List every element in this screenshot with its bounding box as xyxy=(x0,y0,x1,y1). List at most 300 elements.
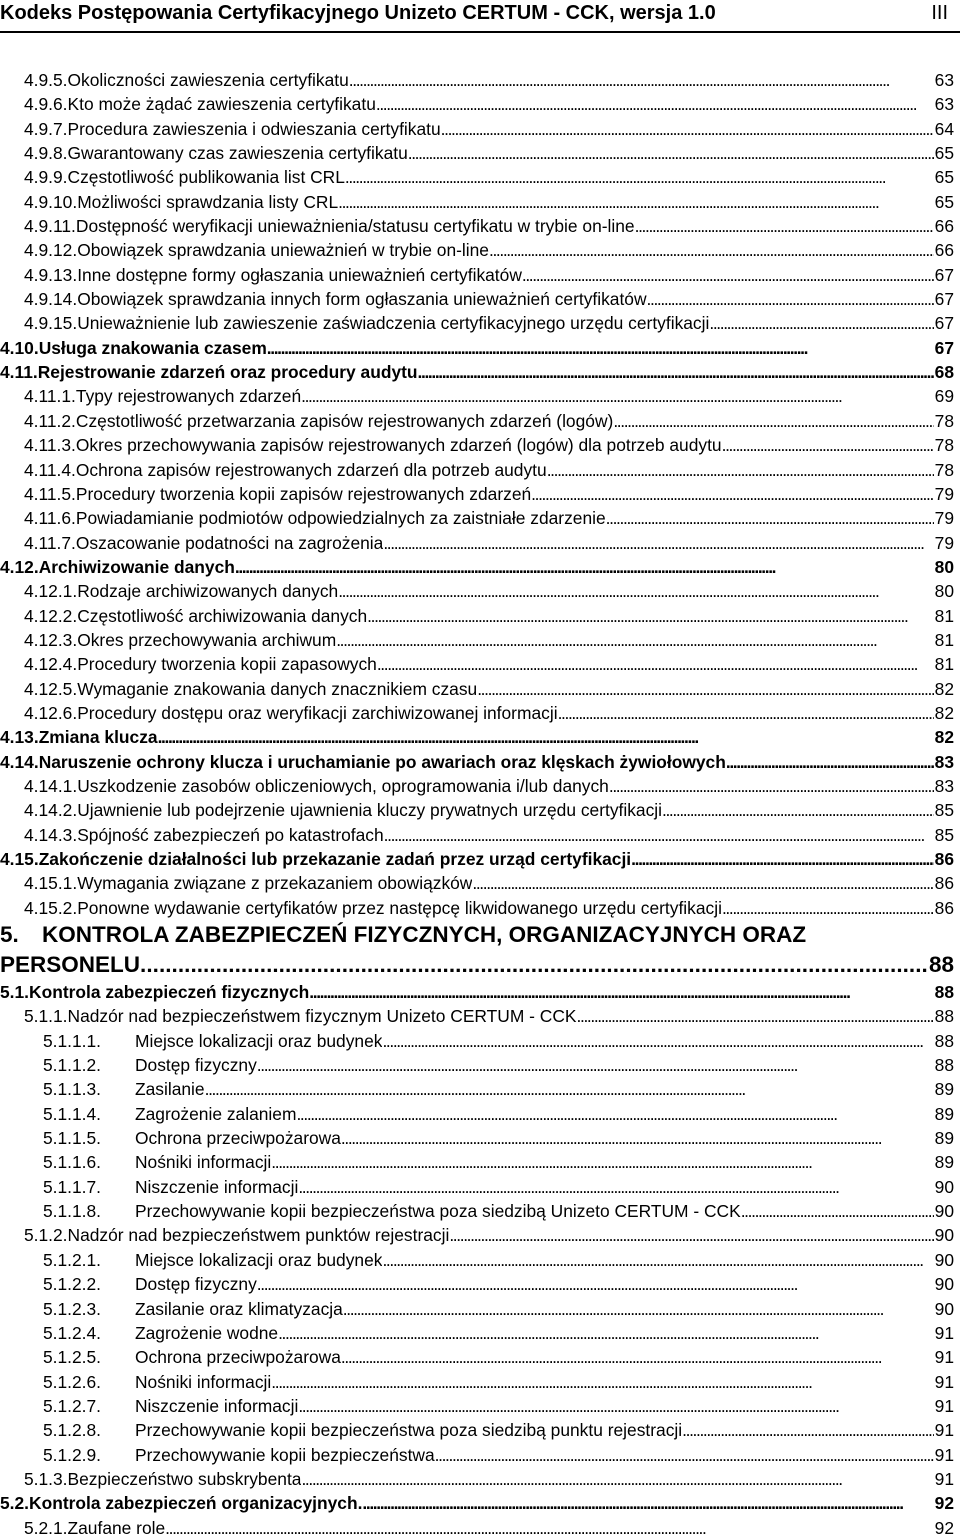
toc-dot-leader xyxy=(278,1321,934,1345)
toc-dot-leader xyxy=(298,1175,933,1199)
toc-entry-number: 5.1.2.2. xyxy=(43,1274,102,1295)
toc-entry[interactable] xyxy=(0,1321,954,1345)
toc-entry[interactable] xyxy=(0,531,954,555)
toc-entry[interactable] xyxy=(0,238,954,262)
toc-page-number: 85 xyxy=(934,824,954,845)
toc-dot-leader xyxy=(384,823,934,847)
toc-entry-number: 5.1.2.6. xyxy=(43,1371,102,1392)
toc-entry-title: Powiadamianie podmiotów odpowiedzialnych za zaistniałe zdarzenie xyxy=(75,508,606,529)
toc-dot-leader xyxy=(205,1077,934,1101)
toc-page-number: 82 xyxy=(934,727,954,748)
toc-entry-number: 4.11.1. xyxy=(24,386,76,407)
toc-dot-leader xyxy=(647,287,934,311)
toc-page-number: 90 xyxy=(934,1274,954,1295)
toc-dot-leader xyxy=(709,311,933,335)
toc-dot-leader xyxy=(408,141,934,165)
toc-dot-leader xyxy=(376,92,934,116)
toc-entry-title: Przechowywanie kopii bezpieczeństwa poza siedzibą punktu rejestracji xyxy=(135,1420,683,1441)
toc-entry-title: Przechowywanie kopii bezpieczeństwa xyxy=(135,1444,435,1465)
toc-entry[interactable] xyxy=(0,360,954,384)
toc-entry[interactable] xyxy=(0,68,954,92)
toc-page-number: 91 xyxy=(934,1347,954,1368)
toc-entry-number: 4.12.5. xyxy=(24,678,78,699)
toc-page-number: 88 xyxy=(934,1055,954,1076)
toc-page-number: 82 xyxy=(934,702,954,723)
toc-entry[interactable] xyxy=(0,725,954,749)
toc-entry[interactable] xyxy=(0,823,954,847)
toc-dot-leader xyxy=(441,117,934,141)
toc-dot-leader xyxy=(577,1004,934,1028)
toc-entry-title: Archiwizowanie danych xyxy=(38,556,235,577)
toc-page-number: 63 xyxy=(934,94,954,115)
page-number: III xyxy=(931,2,948,24)
toc-dot-leader xyxy=(489,238,934,262)
toc-entry-title: Nadzór nad bezpieczeństwem punktów rejestracji xyxy=(67,1225,450,1246)
toc-page-number: 91 xyxy=(934,1395,954,1416)
toc-entry-number: 4.11.5. xyxy=(24,483,76,504)
toc-dot-leader xyxy=(257,1272,934,1296)
toc-entry-title: Typy rejestrowanych zdarzeń xyxy=(75,386,302,407)
toc-entry-number: 5.1.1.8. xyxy=(43,1201,102,1222)
toc-dot-leader xyxy=(338,190,934,214)
toc-page-number: 86 xyxy=(934,873,954,894)
toc-entry-number: 5.1.1.7. xyxy=(43,1176,102,1197)
toc-entry-title: Możliwości sprawdzania listy CRL xyxy=(77,191,339,212)
toc-entry-number: 5.1.2. xyxy=(24,1225,68,1246)
toc-entry[interactable] xyxy=(0,628,954,652)
toc-page-number: 89 xyxy=(934,1128,954,1149)
toc-entry-number: 4.11. xyxy=(0,362,38,383)
toc-entry-number: 5.1.3. xyxy=(24,1468,68,1489)
toc-dot-leader xyxy=(343,1297,934,1321)
toc-entry-title: Okoliczności zawieszenia certyfikatu xyxy=(67,70,349,90)
toc-entry[interactable] xyxy=(0,798,954,822)
toc-dot-leader xyxy=(140,950,928,980)
toc-entry-title: Procedura zawieszenia i odwieszania certyfikatu xyxy=(67,118,441,139)
toc-dot-leader xyxy=(741,1199,934,1223)
toc-entry-number: 5.1.1.3. xyxy=(43,1079,102,1100)
toc-entry-title: Dostęp fizyczny xyxy=(135,1055,257,1076)
toc-entry-number: 4.11.3. xyxy=(24,435,76,456)
toc-entry[interactable] xyxy=(0,117,954,141)
toc-page-number: 88 xyxy=(934,982,954,1003)
toc-entry-title: Zagrożenie zalaniem xyxy=(135,1103,297,1124)
toc-dot-leader xyxy=(336,628,933,652)
toc-page-number: 86 xyxy=(934,897,954,918)
toc-dot-leader xyxy=(257,1053,934,1077)
toc-dot-leader xyxy=(296,1102,933,1126)
toc-dot-leader xyxy=(271,1370,933,1394)
toc-page-number: 83 xyxy=(934,775,954,796)
toc-entry[interactable] xyxy=(0,165,954,189)
toc-entry-number: 4.12.4. xyxy=(24,654,78,675)
toc-entry-title: Zmiana klucza xyxy=(38,727,158,748)
toc-dot-leader xyxy=(435,1443,934,1467)
toc-entry[interactable] xyxy=(0,701,954,725)
toc-page-number: 68 xyxy=(934,362,954,383)
toc-dot-leader xyxy=(726,750,934,774)
toc-dot-leader xyxy=(345,165,934,189)
toc-entry-number: 5. xyxy=(0,922,19,948)
toc-entry[interactable] xyxy=(0,871,954,895)
toc-entry-number: 5.2.1. xyxy=(24,1517,68,1538)
toc-entry-title: Okres przechowywania zapisów rejestrowanych zdarzeń (logów) dla potrzeb audytu xyxy=(75,435,722,456)
toc-page-number: 78 xyxy=(934,459,954,480)
toc-entry-number: 5.1.2.3. xyxy=(43,1298,102,1319)
toc-page-number: 90 xyxy=(934,1225,954,1246)
toc-page-number: 67 xyxy=(934,313,954,334)
toc-dot-leader xyxy=(606,506,934,530)
toc-chapter-heading[interactable] xyxy=(0,950,954,980)
toc-entry-title: Usługa znakowania czasem xyxy=(38,337,267,358)
toc-entry-number: 5.1.2.1. xyxy=(43,1249,102,1270)
toc-dot-leader xyxy=(722,896,934,920)
toc-entry-title: Niszczenie informacji xyxy=(135,1395,299,1416)
toc-entry-number: 4.9.7. xyxy=(24,118,68,139)
toc-dot-leader xyxy=(362,1491,933,1515)
toc-dot-leader xyxy=(472,871,933,895)
toc-entry-title: Ochrona przeciwpożarowa xyxy=(135,1347,341,1368)
toc-entry[interactable] xyxy=(0,1394,954,1418)
toc-page-number: 92 xyxy=(934,1493,954,1514)
toc-chapter-heading[interactable] xyxy=(0,920,954,950)
toc-entry-title: Wymaganie znakowania danych znacznikiem czasu xyxy=(77,678,478,699)
toc-entry-title: Inne dostępne formy ogłaszania unieważnień certyfikatów xyxy=(77,264,522,285)
toc-entry-title: Przechowywanie kopii bezpieczeństwa poza siedzibą Unizeto CERTUM - CCK xyxy=(135,1201,741,1222)
toc-page-number: 91 xyxy=(934,1420,954,1441)
toc-entry-title: Obowiązek sprawdzania innych form ogłaszania unieważnień certyfikatów xyxy=(77,289,647,310)
toc-dot-leader xyxy=(383,531,933,555)
toc-entry[interactable] xyxy=(0,1053,954,1077)
toc-entry[interactable] xyxy=(0,141,954,165)
toc-dot-leader xyxy=(722,433,934,457)
toc-page-number: 85 xyxy=(934,800,954,821)
toc-entry[interactable] xyxy=(0,1443,954,1467)
toc-page-number: 81 xyxy=(934,605,954,626)
toc-entry[interactable] xyxy=(0,604,954,628)
toc-entry-title: Ponowne wydawanie certyfikatów przez następcę likwidowanego urzędu certyfikacji xyxy=(77,897,722,918)
toc-dot-leader xyxy=(367,604,934,628)
toc-page-number: 66 xyxy=(934,216,954,237)
toc-page-number: 78 xyxy=(934,435,954,456)
toc-entry-number: 4.12.1. xyxy=(24,581,78,602)
toc-page-number: 80 xyxy=(934,581,954,602)
toc-page-number: 90 xyxy=(934,1176,954,1197)
toc-entry[interactable] xyxy=(0,409,954,433)
toc-entry-number: 4.10. xyxy=(0,337,39,358)
toc-entry[interactable] xyxy=(0,1150,954,1174)
toc-entry-title: Spójność zabezpieczeń po katastrofach xyxy=(77,824,384,845)
toc-entry[interactable] xyxy=(0,506,954,530)
toc-entry[interactable] xyxy=(0,1199,954,1223)
toc-entry-title: Częstotliwość przetwarzania zapisów rejestrowanych zdarzeń (logów) xyxy=(75,410,614,431)
toc-entry[interactable] xyxy=(0,579,954,603)
toc-entry-title: PERSONELU xyxy=(0,952,141,978)
toc-entry-number: 5.1.2.5. xyxy=(43,1347,102,1368)
toc-entry[interactable] xyxy=(0,896,954,920)
toc-entry[interactable] xyxy=(0,311,954,335)
toc-entry-title: Bezpieczeństwo subskrybenta xyxy=(67,1468,302,1489)
toc-dot-leader xyxy=(609,774,934,798)
toc-page-number: 91 xyxy=(934,1371,954,1392)
toc-dot-leader xyxy=(662,798,934,822)
toc-entry-title: Miejsce lokalizacji oraz budynek xyxy=(135,1249,383,1270)
toc-page-number: 92 xyxy=(934,1517,954,1538)
toc-entry[interactable] xyxy=(0,336,954,360)
toc-dot-leader xyxy=(158,725,934,749)
toc-entry-title: Procedury dostępu oraz weryfikacji zarchiwizowanej informacji xyxy=(77,702,558,723)
toc-dot-leader xyxy=(522,263,934,287)
toc-entry-number: 4.9.14. xyxy=(24,289,78,310)
toc-page-number: 67 xyxy=(934,337,954,358)
toc-entry-title: Obowiązek sprawdzania unieważnień w trybie on-line xyxy=(77,240,489,261)
toc-entry[interactable] xyxy=(0,214,954,238)
toc-dot-leader xyxy=(631,847,934,871)
toc-page-number: 90 xyxy=(934,1201,954,1222)
toc-page-number: 78 xyxy=(934,410,954,431)
toc-page-number: 79 xyxy=(934,508,954,529)
toc-entry-title: Miejsce lokalizacji oraz budynek xyxy=(135,1030,383,1051)
toc-entry[interactable] xyxy=(0,847,954,871)
toc-entry[interactable] xyxy=(0,1175,954,1199)
toc-dot-leader xyxy=(382,1248,933,1272)
toc-dot-leader xyxy=(341,1345,934,1369)
toc-entry-number: 4.12.2. xyxy=(24,605,78,626)
toc-page-number: 67 xyxy=(934,264,954,285)
toc-entry-number: 4.9.13. xyxy=(24,264,78,285)
toc-entry[interactable] xyxy=(0,1223,954,1247)
toc-entry-number: 5.2. xyxy=(0,1493,30,1514)
toc-entry-number: 4.14.3. xyxy=(24,824,78,845)
toc-page-number: 64 xyxy=(934,118,954,139)
toc-entry-title: Zasilanie xyxy=(135,1079,205,1100)
document-title: Kodeks Postępowania Certyfikacyjnego Unizeto CERTUM - CCK, wersja 1.0 xyxy=(0,2,716,24)
toc-entry-title: Nadzór nad bezpieczeństwem fizycznym Unizeto CERTUM - CCK xyxy=(67,1006,577,1027)
toc-entry-number: 5.1.1.4. xyxy=(43,1103,102,1124)
toc-page-number: 89 xyxy=(934,1103,954,1124)
toc-entry-number: 5.1. xyxy=(0,982,30,1003)
toc-entry-title: Częstotliwość archiwizowania danych xyxy=(77,605,368,626)
toc-page-number: 88 xyxy=(934,1006,954,1027)
toc-entry-number: 5.1.1.2. xyxy=(43,1055,102,1076)
toc-entry-title: Ochrona przeciwpożarowa xyxy=(135,1128,341,1149)
toc-entry-number: 4.15.2. xyxy=(24,897,78,918)
toc-entry[interactable] xyxy=(0,1029,954,1053)
toc-page-number: 91 xyxy=(934,1322,954,1343)
toc-dot-leader xyxy=(341,1126,934,1150)
toc-entry-number: 4.12. xyxy=(0,556,39,577)
toc-entry-title: Dostępność weryfikacji unieważnienia/statusu certyfikatu w trybie on-line xyxy=(75,216,635,237)
toc-entry-title: Częstotliwość publikowania list CRL xyxy=(67,167,345,188)
toc-entry-number: 4.9.8. xyxy=(24,143,68,164)
toc-entry-title: Kontrola zabezpieczeń organizacyjnych. xyxy=(29,1493,363,1514)
toc-entry[interactable] xyxy=(0,384,954,408)
toc-page-number: 69 xyxy=(934,386,954,407)
toc-entry-number: 4.9.11. xyxy=(24,216,76,237)
toc-entry-number: 5.1.1.6. xyxy=(43,1152,102,1173)
toc-dot-leader xyxy=(301,384,934,408)
toc-page-number: 89 xyxy=(934,1079,954,1100)
toc-entry-number: 5.1.1.5. xyxy=(43,1128,102,1149)
toc-entry[interactable] xyxy=(0,1516,954,1540)
toc-dot-leader xyxy=(613,409,933,433)
toc-dot-leader xyxy=(235,555,934,579)
toc-entry-title: Rejestrowanie zdarzeń oraz procedury audytu xyxy=(37,362,418,383)
toc-dot-leader xyxy=(301,1467,933,1491)
toc-entry-title: Procedury tworzenia kopii zapisów rejestrowanych zdarzeń xyxy=(75,483,532,504)
toc-entry-title: Niszczenie informacji xyxy=(135,1176,299,1197)
toc-dot-leader xyxy=(477,677,933,701)
toc-entry-title: Zakończenie działalności lub przekazanie zadań przez urząd certyfikacji xyxy=(38,849,632,869)
toc-entry-title: Nośniki informacji xyxy=(135,1371,272,1392)
toc-entry[interactable] xyxy=(0,458,954,482)
toc-entry[interactable] xyxy=(0,482,954,506)
toc-dot-leader xyxy=(449,1223,933,1247)
toc-entry[interactable] xyxy=(0,750,954,774)
toc-entry-title: KONTROLA ZABEZPIECZEŃ FIZYCZNYCH, ORGANIZACYJNYCH ORAZ xyxy=(42,922,807,948)
toc-entry-number: 4.9.12. xyxy=(24,240,78,261)
toc-entry[interactable] xyxy=(0,1491,954,1515)
toc-entry-number: 4.15.1. xyxy=(24,873,78,894)
toc-page-number: 91 xyxy=(934,1468,954,1489)
toc-dot-leader xyxy=(298,1394,933,1418)
toc-page-number: 88 xyxy=(928,952,954,978)
toc-entry-number: 5.1.2.8. xyxy=(43,1420,102,1441)
toc-dot-leader xyxy=(271,1150,933,1174)
toc-entry[interactable] xyxy=(0,1297,954,1321)
toc-page-number: 88 xyxy=(934,1030,954,1051)
toc-dot-leader xyxy=(382,1029,933,1053)
toc-entry[interactable] xyxy=(0,1126,954,1150)
toc-entry-number: 4.9.9. xyxy=(24,167,68,188)
toc-entry-title: Wymagania związane z przekazaniem obowiązków xyxy=(77,873,473,894)
table-of-contents xyxy=(0,68,954,1540)
toc-page-number: 65 xyxy=(934,143,954,164)
toc-entry-number: 4.9.5. xyxy=(24,70,68,90)
toc-entry-number: 4.11.6. xyxy=(24,508,76,529)
toc-entry-title: Naruszenie ochrony klucza i uruchamianie po awariach oraz klęskach żywiołowych xyxy=(38,751,726,772)
toc-entry[interactable] xyxy=(0,1370,954,1394)
toc-dot-leader xyxy=(309,980,933,1004)
toc-entry-number: 4.11.7. xyxy=(24,532,76,553)
toc-entry[interactable] xyxy=(0,677,954,701)
toc-entry[interactable] xyxy=(0,1102,954,1126)
toc-entry-number: 4.15. xyxy=(0,849,39,869)
toc-dot-leader xyxy=(349,68,934,92)
toc-entry-number: 4.11.4. xyxy=(24,459,76,480)
toc-dot-leader xyxy=(377,652,934,676)
toc-entry-number: 4.14.1. xyxy=(24,775,78,796)
toc-page-number: 79 xyxy=(934,483,954,504)
toc-page-number: 66 xyxy=(934,240,954,261)
toc-entry-title: Kontrola zabezpieczeń fizycznych xyxy=(29,982,310,1003)
toc-entry[interactable] xyxy=(0,1467,954,1491)
toc-page-number: 82 xyxy=(934,678,954,699)
toc-entry[interactable] xyxy=(0,652,954,676)
toc-entry[interactable] xyxy=(0,92,954,116)
toc-entry[interactable] xyxy=(0,190,954,214)
toc-page-number: 79 xyxy=(934,532,954,553)
toc-entry[interactable] xyxy=(0,1004,954,1028)
toc-entry-title: Procedury tworzenia kopii zapasowych xyxy=(77,654,377,675)
toc-entry-title: Rodzaje archiwizowanych danych xyxy=(77,581,339,602)
toc-page-number: 65 xyxy=(934,167,954,188)
page-header xyxy=(0,0,960,30)
toc-entry[interactable] xyxy=(0,433,954,457)
toc-page-number: 90 xyxy=(934,1298,954,1319)
toc-entry[interactable] xyxy=(0,774,954,798)
toc-dot-leader xyxy=(418,360,934,384)
toc-entry-number: 4.9.15. xyxy=(24,313,78,334)
toc-page-number: 81 xyxy=(934,629,954,650)
toc-entry-title: Ujawnienie lub podejrzenie ujawnienia kluczy prywatnych urzędu certyfikacji xyxy=(77,800,662,821)
header-divider xyxy=(0,31,960,33)
toc-entry[interactable] xyxy=(0,287,954,311)
toc-entry[interactable] xyxy=(0,980,954,1004)
toc-entry-number: 4.12.6. xyxy=(24,702,78,723)
toc-entry[interactable] xyxy=(0,1345,954,1369)
toc-entry-title: Kto może żądać zawieszenia certyfikatu xyxy=(67,94,376,115)
toc-entry-number: 4.14. xyxy=(0,751,39,772)
toc-page-number: 91 xyxy=(934,1444,954,1465)
toc-dot-leader xyxy=(547,458,934,482)
toc-page-number: 81 xyxy=(934,654,954,675)
toc-entry-number: 4.13. xyxy=(0,727,39,748)
toc-page-number: 67 xyxy=(934,289,954,310)
toc-entry-number: 4.11.2. xyxy=(24,410,76,431)
toc-entry-title: Uszkodzenie zasobów obliczeniowych, oprogramowania i/lub danych xyxy=(77,775,609,796)
toc-page-number: 86 xyxy=(934,849,954,869)
toc-entry-number: 4.9.6. xyxy=(24,94,68,115)
toc-page-number: 65 xyxy=(934,191,954,212)
toc-entry-title: Zaufane role xyxy=(67,1517,166,1538)
toc-entry-number: 5.1.2.4. xyxy=(43,1322,102,1343)
toc-entry-title: Dostęp fizyczny xyxy=(135,1274,257,1295)
toc-entry[interactable] xyxy=(0,1418,954,1442)
toc-entry[interactable] xyxy=(0,263,954,287)
toc-entry[interactable] xyxy=(0,1077,954,1101)
toc-entry-number: 5.1.1.1. xyxy=(43,1030,102,1051)
toc-dot-leader xyxy=(338,579,933,603)
toc-entry-title: Nośniki informacji xyxy=(135,1152,272,1173)
toc-entry-title: Okres przechowywania archiwum xyxy=(77,629,337,650)
toc-entry-number: 4.12.3. xyxy=(24,629,78,650)
toc-page-number: 80 xyxy=(934,556,954,577)
toc-entry-number: 5.1.1. xyxy=(24,1006,68,1027)
toc-page-number: 63 xyxy=(934,70,954,90)
toc-page-number: 83 xyxy=(934,751,954,772)
toc-entry-title: Gwarantowany czas zawieszenia certyfikatu xyxy=(67,143,408,164)
toc-entry[interactable] xyxy=(0,555,954,579)
toc-entry-title: Oszacowanie podatności na zagrożenia xyxy=(75,532,384,553)
toc-dot-leader xyxy=(165,1516,933,1540)
toc-dot-leader xyxy=(635,214,934,238)
toc-dot-leader xyxy=(267,336,934,360)
toc-entry-number: 5.1.2.7. xyxy=(43,1395,102,1416)
toc-dot-leader xyxy=(682,1418,934,1442)
toc-entry[interactable] xyxy=(0,1272,954,1296)
toc-dot-leader xyxy=(531,482,933,506)
toc-entry-title: Zagrożenie wodne xyxy=(135,1322,279,1343)
toc-entry-title: Zasilanie oraz klimatyzacja xyxy=(135,1298,343,1319)
toc-entry-title: Unieważnienie lub zawieszenie zaświadczenia certyfikacyjnego urzędu certyfikacji xyxy=(77,313,710,334)
toc-entry-number: 5.1.2.9. xyxy=(43,1444,102,1465)
toc-entry-number: 4.9.10. xyxy=(24,191,78,212)
toc-entry-title: Ochrona zapisów rejestrowanych zdarzeń dla potrzeb audytu xyxy=(75,459,547,480)
toc-page-number: 90 xyxy=(934,1249,954,1270)
toc-entry-number: 4.14.2. xyxy=(24,800,78,821)
toc-entry[interactable] xyxy=(0,1248,954,1272)
